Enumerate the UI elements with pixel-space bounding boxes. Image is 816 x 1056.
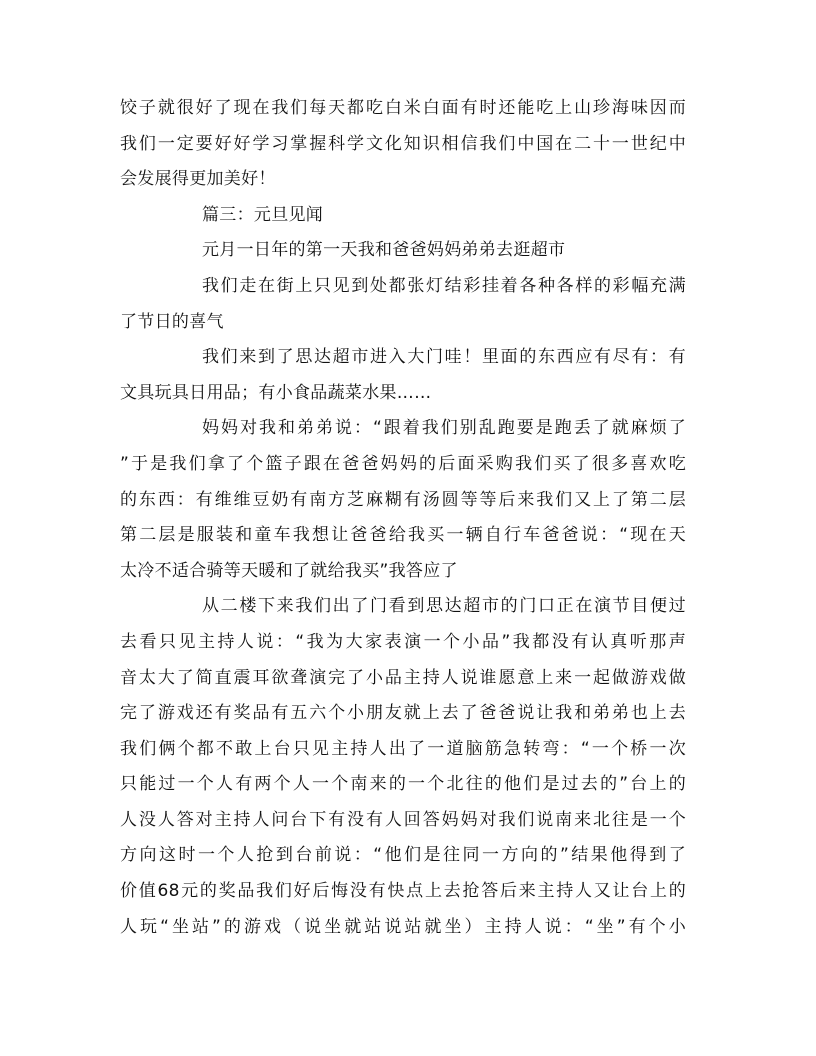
document-body xyxy=(120,93,686,947)
text-line: 太冷不适合骑等天暖和了就给我买”我答应了 xyxy=(120,560,458,581)
text-line: 完了游戏还有奖品有五六个小朋友就上去了爸爸说让我和弟弟也上去 xyxy=(120,703,686,724)
text-line: 我们来到了思达超市进入大门哇！里面的东西应有尽有：有 xyxy=(202,347,686,368)
text-line: 了节日的喜气 xyxy=(120,311,224,332)
text-line: 元月一日年的第一天我和爸爸妈妈弟弟去逛超市 xyxy=(202,240,566,261)
text-line: 第二层是服装和童车我想让爸爸给我买一辆自行车爸爸说：“现在天 xyxy=(120,525,686,546)
text-line: 的东西：有维维豆奶有南方芝麻糊有汤圆等等后来我们又上了第二层 xyxy=(120,489,686,510)
text-line: 我们走在街上只见到处都张灯结彩挂着各种各样的彩幅充满 xyxy=(202,275,686,296)
text-line: 饺子就很好了现在我们每天都吃白米白面有时还能吃上山珍海味因而 xyxy=(120,98,686,118)
text-line: 文具玩具日用品；有小食品蔬菜水果…… xyxy=(120,382,432,403)
text-line: 去看只见主持人说：“我为大家表演一个小品”我都没有认真听那声 xyxy=(120,631,686,652)
text-line: 音太大了简直震耳欲聋演完了小品主持人说谁愿意上来一起做游戏做 xyxy=(120,667,686,688)
text-line: 只能过一个人有两个人一个南来的一个北往的他们是过去的”台上的 xyxy=(120,774,686,795)
text-line: 价值68元的奖品我们好后悔没有快点上去抢答后来主持人又让台上的 xyxy=(120,881,686,902)
text-line: 我们俩个都不敢上台只见主持人出了一道脑筋急转弯：“一个桥一次 xyxy=(120,738,686,759)
text-line: 从二楼下来我们出了门看到思达超市的门口正在演节目便过 xyxy=(202,596,686,617)
text-line: ”于是我们拿了个篮子跟在爸爸妈妈的后面采购我们买了很多喜欢吃 xyxy=(120,453,686,474)
text-line: 人没人答对主持人问台下有没有人回答妈妈对我们说南来北往是一个 xyxy=(120,809,686,830)
text-line: 妈妈对我和弟弟说：“跟着我们别乱跑要是跑丢了就麻烦了 xyxy=(202,418,686,439)
text-line: 方向这时一个人抢到台前说：“他们是往同一方向的”结果他得到了 xyxy=(120,845,686,866)
text-line: 人玩“坐站”的游戏（说坐就站说站就坐）主持人说：“坐”有个小 xyxy=(120,916,686,937)
text-line: 篇三：元旦见闻 xyxy=(202,204,324,225)
text-line: 我们一定要好好学习掌握科学文化知识相信我们中国在二十一世纪中 xyxy=(120,133,686,154)
text-line: 会发展得更加美好！ xyxy=(120,169,276,190)
